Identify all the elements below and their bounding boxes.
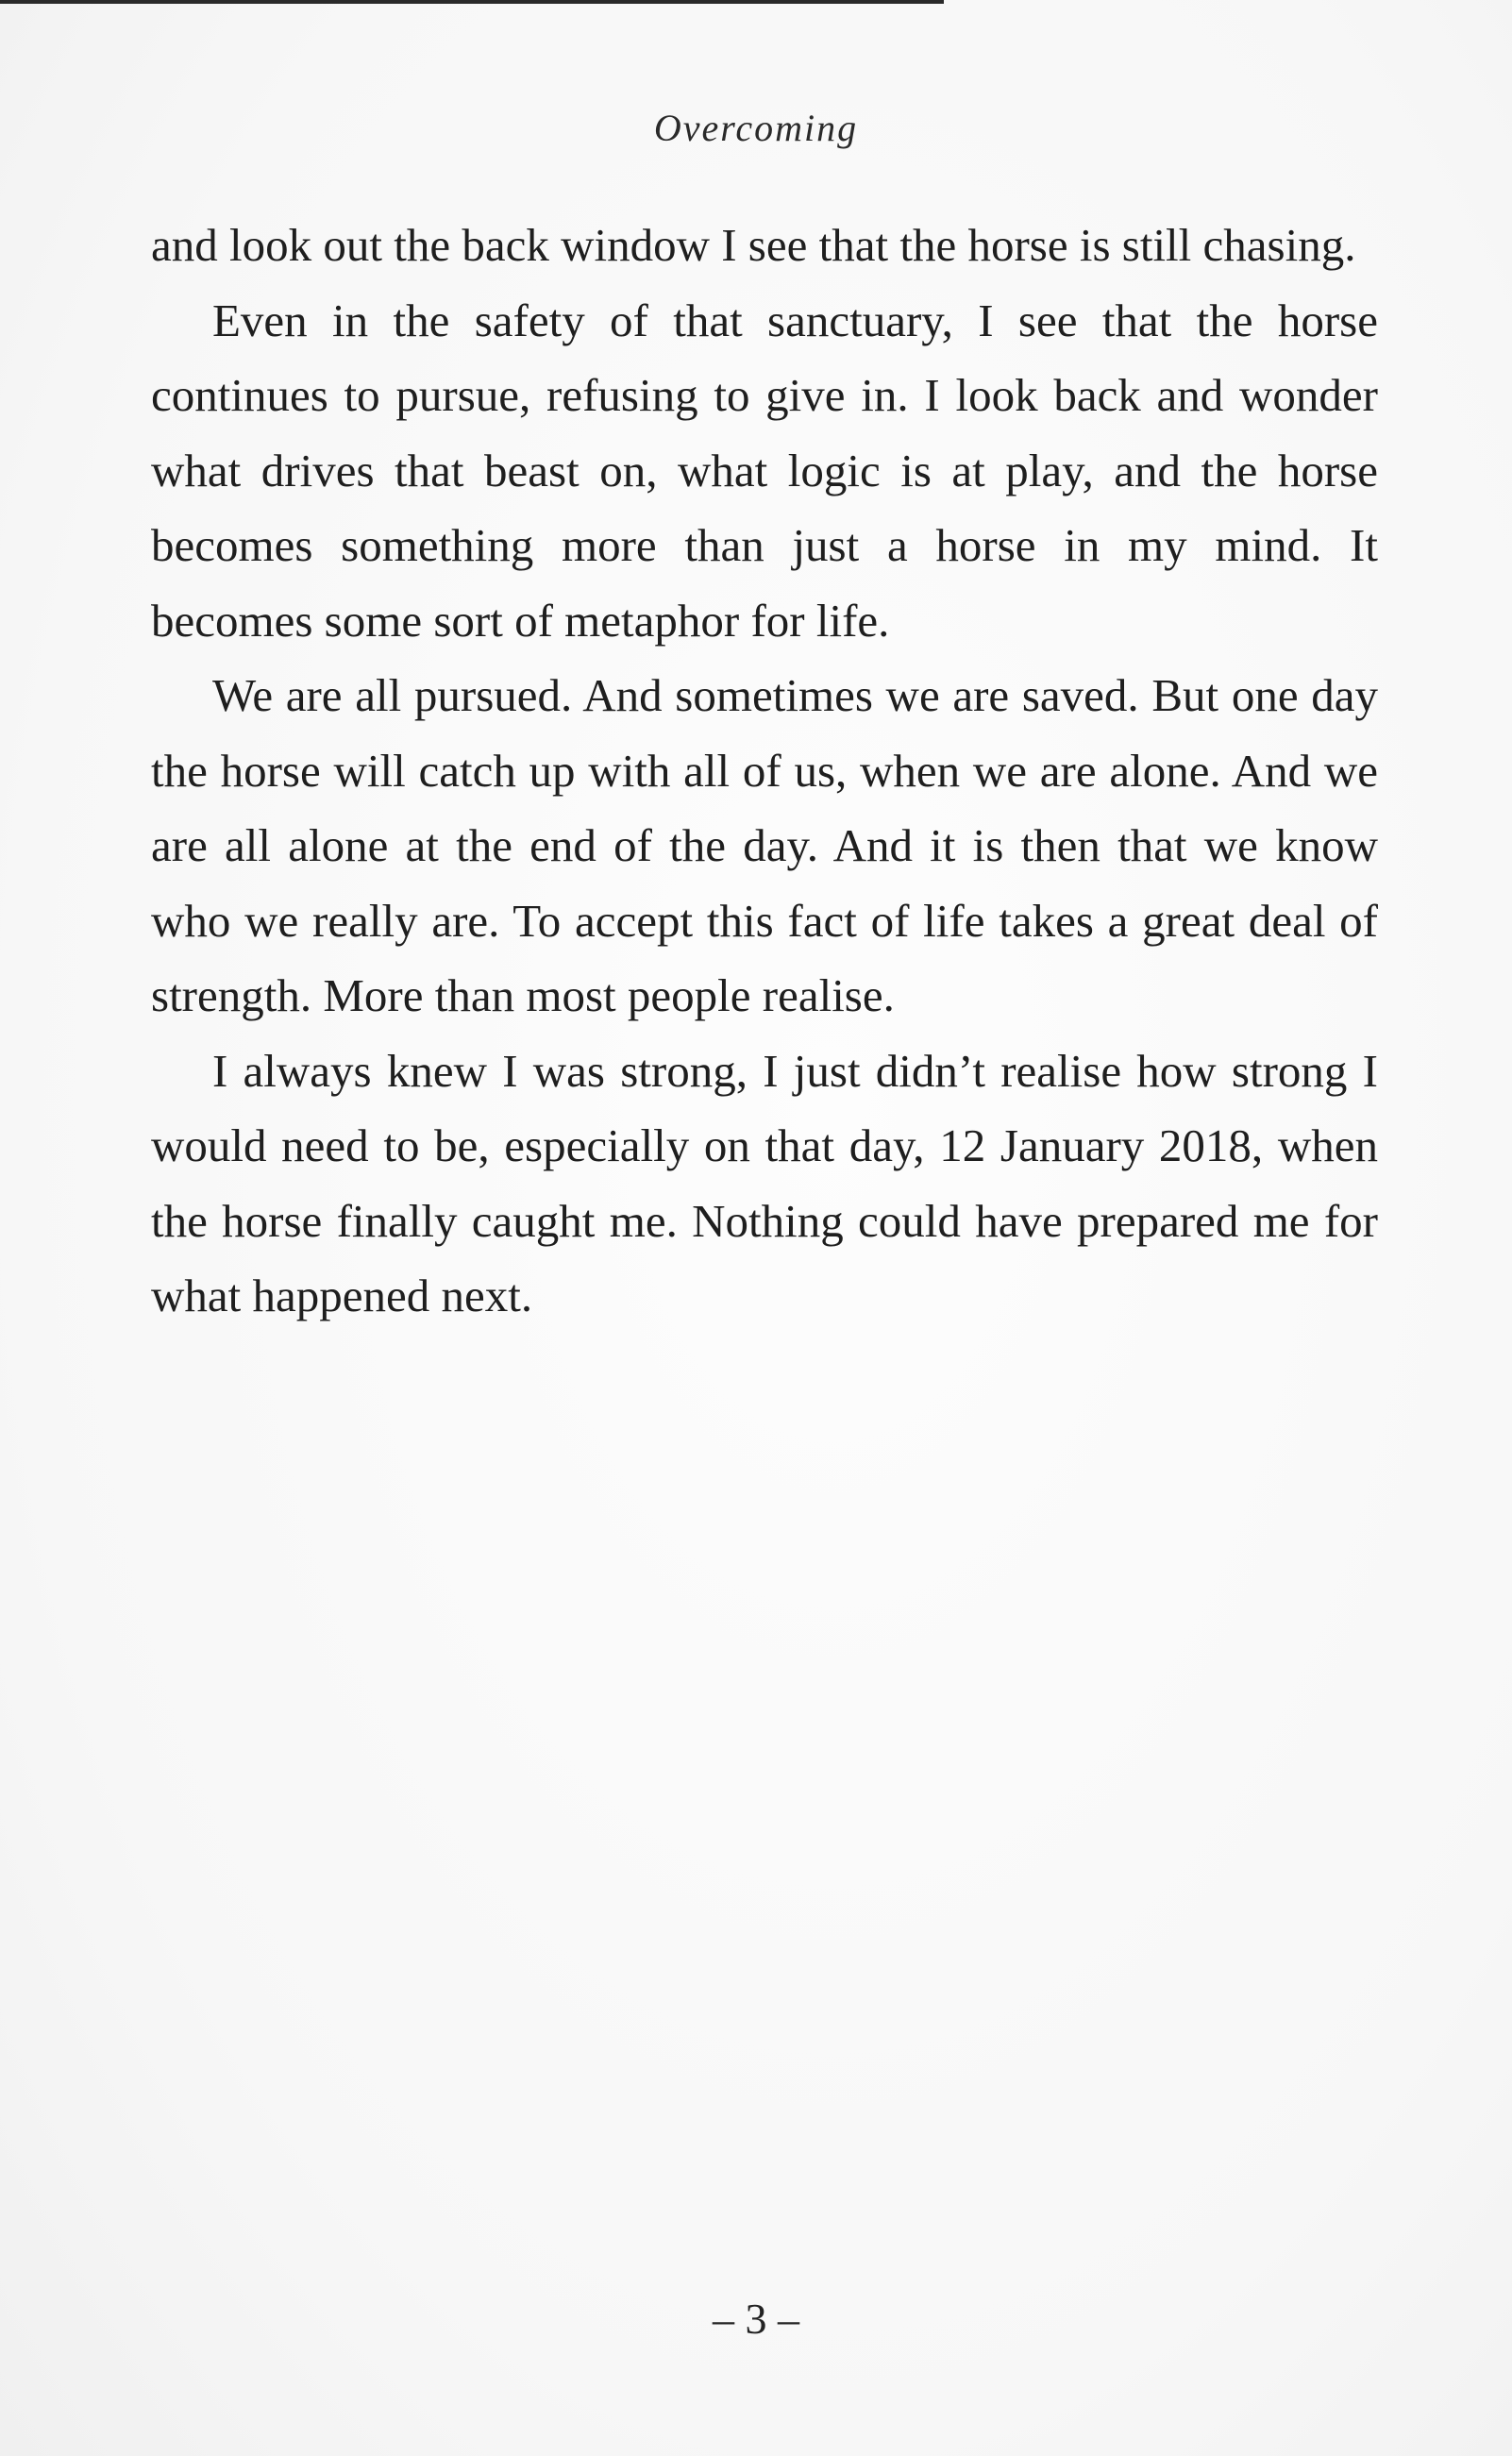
paragraph-4: I always knew I was strong, I just didn’t realise how strong I would need to be, especially on that day, 12 January 2018, when the horse finally caught me. Nothing could have prepared me for what happened next. bbox=[151, 1044, 1378, 1321]
running-head: Overcoming bbox=[653, 107, 859, 149]
body-text bbox=[151, 208, 1378, 1334]
paragraph-1: and look out the back window I see that the horse is still chasing. bbox=[151, 219, 1356, 271]
paragraph-3: We are all pursued. And sometimes we are saved. But one day the horse will catch up with all of us, when we are alone. And we are all alone at the end of the day. And it is then that we know who we really are. To accept this fact of life takes a great deal of strength. More than most people realise. bbox=[151, 669, 1378, 1021]
paragraph-2: Even in the safety of that sanctuary, I see that the horse continues to pursue, refusing to give in. I look back and wonder what drives that beast on, what logic is at play, and the horse becomes something more than just a horse in my mind. It becomes some sort of metaphor for life. bbox=[151, 294, 1378, 647]
page-top-edge bbox=[0, 0, 944, 4]
page-number: – 3 – bbox=[713, 2295, 799, 2343]
